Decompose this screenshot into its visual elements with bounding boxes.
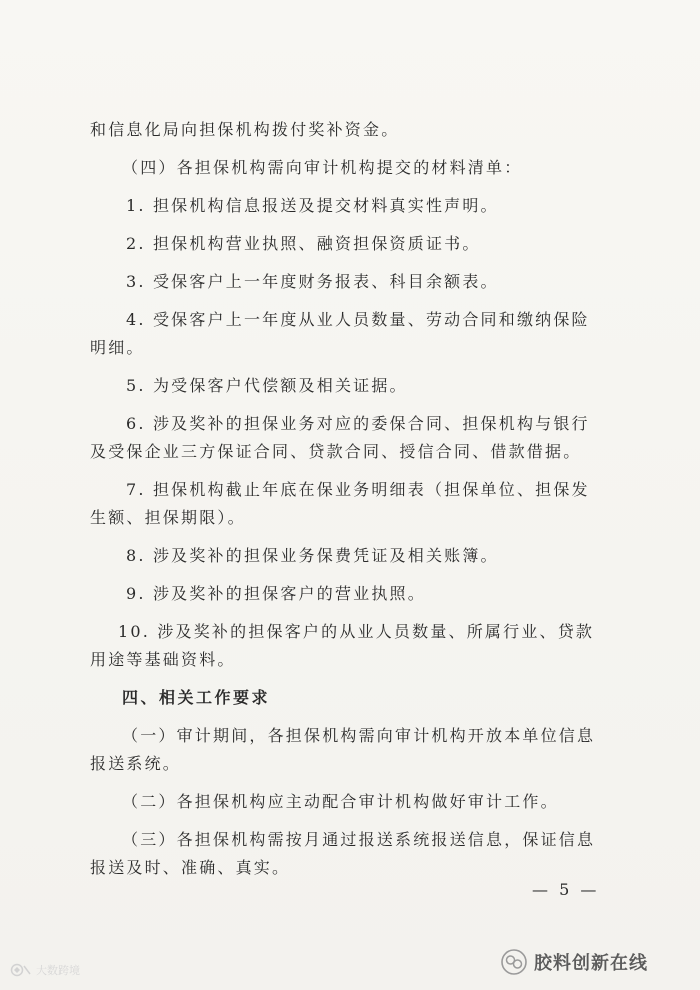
text-line: 用途等基础资料。 <box>90 650 236 669</box>
watermark-left-text: 大数跨境 <box>36 964 80 977</box>
page-number: — 5 — <box>532 880 600 899</box>
text-line: 和信息化局向担保机构拨付奖补资金。 <box>90 120 400 139</box>
list-item: 9. 涉及奖补的担保客户的营业执照。 <box>126 584 426 603</box>
list-item: 5. 为受保客户代偿额及相关证据。 <box>126 376 408 395</box>
text-line: 报送及时、准确、真实。 <box>90 858 291 877</box>
text-line: 明细。 <box>90 338 145 357</box>
account-name: 胶料创新在线 <box>534 953 648 974</box>
text-line: 生额、担保期限）。 <box>90 508 246 527</box>
list-item: 3. 受保客户上一年度财务报表、科目余额表。 <box>126 272 499 291</box>
text-line: 及受保企业三方保证合同、贷款合同、授信合同、借款借据。 <box>90 442 582 461</box>
list-item: 10. 涉及奖补的担保客户的从业人员数量、所属行业、贷款 <box>118 622 595 641</box>
account-watermark <box>500 948 648 976</box>
wechat-account-icon <box>500 948 528 976</box>
text-line: （二）各担保机构应主动配合审计机构做好审计工作。 <box>122 792 559 811</box>
text-line: （一）审计期间，各担保机构需向审计机构开放本单位信息 <box>122 726 596 745</box>
source-watermark <box>10 962 80 978</box>
list-item: 4. 受保客户上一年度从业人员数量、劳动合同和缴纳保险 <box>126 310 590 329</box>
list-item: 7. 担保机构截止年底在保业务明细表（担保单位、担保发 <box>126 480 590 499</box>
text-line: 报送系统。 <box>90 754 182 773</box>
list-item: 2. 担保机构营业执照、融资担保资质证书。 <box>126 234 481 253</box>
text-line: （三）各担保机构需按月通过报送系统报送信息，保证信息 <box>122 830 596 849</box>
text-line: （四）各担保机构需向审计机构提交的材料清单： <box>122 158 523 177</box>
list-item: 8. 涉及奖补的担保业务保费凭证及相关账簿。 <box>126 546 499 565</box>
list-item: 6. 涉及奖补的担保业务对应的委保合同、担保机构与银行 <box>126 414 590 433</box>
watermark-logo-icon <box>10 963 32 977</box>
list-item: 1. 担保机构信息报送及提交材料真实性声明。 <box>126 196 499 215</box>
section-heading: 四、相关工作要求 <box>122 688 271 707</box>
